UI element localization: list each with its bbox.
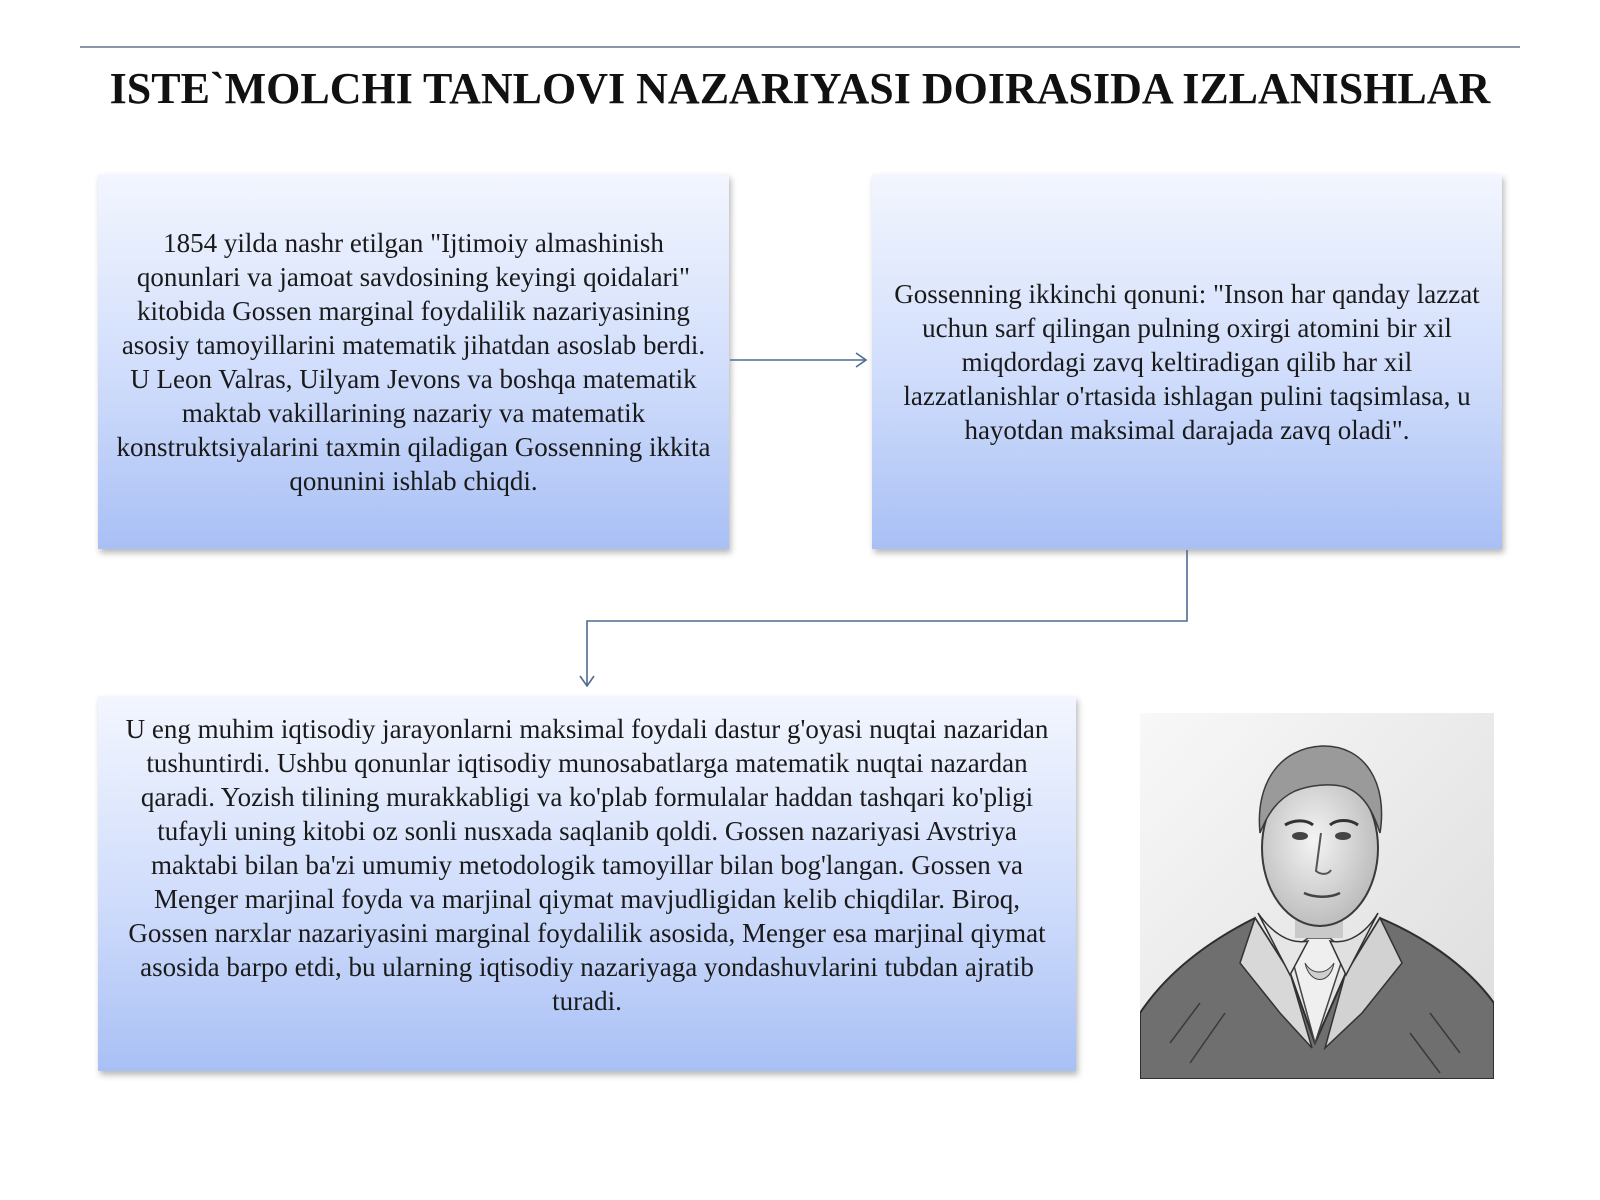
- portrait-image: [1140, 713, 1494, 1079]
- text-box-gossen-book-text: 1854 yilda nashr etilgan "Ijtimoiy almashinish qonunlari va jamoat savdosining keyingi qoidalari" kitobida Gossen marginal foydalilik nazariyasining asosiy tamoyillarini matematik jihatdan asoslab berdi. U Leon Valras, Uilyam Jevons va boshqa matematik maktab vakillarining nazariy va matematik konstruktsiyalarini taxmin qiladigan Gossenning ikkita qonunini ishlab chiqdi.: [116, 227, 711, 496]
- arrow-box2-to-box3: [580, 550, 1187, 686]
- text-box-conclusion-text: U eng muhim iqtisodiy jarayonlarni maksimal foydali dastur g'oyasi nuqtai nazaridan tushuntirdi. Ushbu qonunlar iqtisodiy munosabatlarga matematik nuqtai nazardan qaradi. Yozish tilining murakkabligi va ko'plab formulalar haddan tashqari ko'pligi tufayli uning kitobi oz sonli nusxada saqlanib qoldi. Gossen nazariyasi Avstriya maktabi bilan ba'zi umumiy metodologik tamoyillar bilan bog'langan. Gossen va Menger marjinal foyda va marjinal qiymat mavjudligidan kelib chiqdilar. Biroq, Gossen narxlar nazariyasini marginal foydalilik asosida, Menger esa marjinal qiymat asosida barpo etdi, bu ularning iqtisodiy nazariyaga yondashuvlarini tubdan ajratib turadi.: [125, 714, 1049, 1016]
- arrow-box1-to-box2: [730, 353, 866, 367]
- engraved-portrait-icon: [1140, 713, 1494, 1079]
- text-box-second-law-text: Gossenning ikkinchi qonuni: "Inson har qanday lazzat uchun sarf qilingan pulning oxirgi atomini bir xil miqdordagi zavq keltiradigan qilib har xil lazzatlanishlar o'rtasida ishlagan pulini taqsimlasa, u hayotdan maksimal darajada zavq oladi".: [894, 278, 1480, 445]
- text-box-second-law: [872, 174, 1502, 549]
- text-box-conclusion: [98, 696, 1076, 1071]
- top-divider-line: [80, 46, 1520, 48]
- text-box-gossen-book: [98, 174, 729, 549]
- slide-title: ISTE`MOLCHI TANLOVI NAZARIYASI DOIRASIDA IZLANISHLAR: [109, 64, 1491, 113]
